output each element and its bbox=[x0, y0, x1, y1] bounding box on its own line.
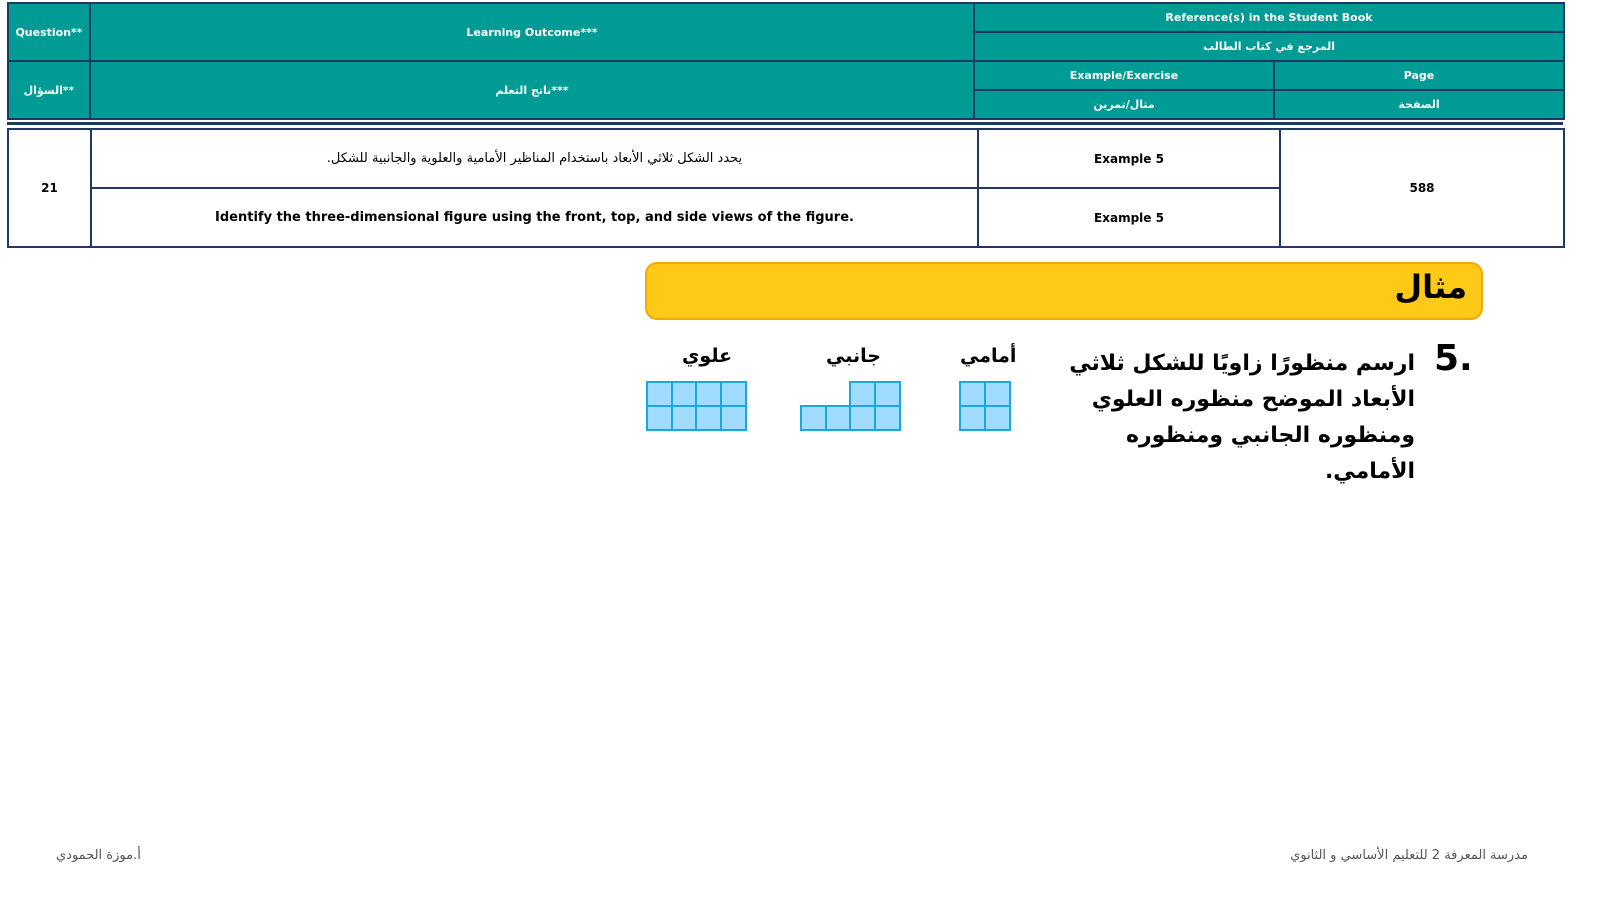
front-view-label: أمامي bbox=[960, 345, 1017, 367]
header-page-en: Page bbox=[1274, 61, 1564, 90]
outcome-arabic: يحدد الشكل ثلاثي الأبعاد باستخدام المناظير الأمامية والعلوية والجانبية للشكل. bbox=[91, 129, 978, 188]
reference-header-table bbox=[7, 2, 1563, 119]
example-prompt: ارسم منظورًا زاويًا للشكل ثلاثي الأبعاد الموضح منظوره العلوي ومنظوره الجانبي ومنظوره الأمامي. bbox=[1069, 351, 1415, 484]
header-outcome-en: Learning Outcome*** bbox=[90, 3, 974, 61]
grid-cell bbox=[646, 405, 673, 431]
grid-cell bbox=[800, 405, 827, 431]
side-view-label: جانبي bbox=[826, 345, 881, 367]
grid-cell bbox=[720, 405, 747, 431]
grid-cell bbox=[849, 405, 876, 431]
header-question-en: Question** bbox=[8, 3, 90, 61]
side-view-grid bbox=[800, 381, 902, 433]
footer-school: مدرسة المعرفة 2 للتعليم الأساسي و الثانوي bbox=[1290, 848, 1528, 863]
header-outcome-ar: ناتج التعلم*** bbox=[90, 61, 974, 119]
outcome-english: Identify the three-dimensional figure using the front, top, and side views of the figure. bbox=[91, 188, 978, 247]
header-page-ar: الصفحة bbox=[1274, 90, 1564, 119]
example-ref-en-row: Example 5 bbox=[978, 188, 1280, 247]
grid-cell bbox=[959, 381, 986, 407]
header-reference-ar: المرجع في كتاب الطالب bbox=[974, 32, 1564, 61]
header-example-ar: مثال/تمرين bbox=[974, 90, 1274, 119]
grid-cell bbox=[874, 381, 901, 407]
grid-cell bbox=[825, 405, 852, 431]
grid-cell bbox=[984, 381, 1011, 407]
table-separator bbox=[7, 122, 1563, 125]
grid-cell bbox=[959, 405, 986, 431]
outcome-table bbox=[7, 128, 1563, 246]
grid-cell bbox=[984, 405, 1011, 431]
example-ref-ar-row: Example 5 bbox=[978, 129, 1280, 188]
grid-cell bbox=[849, 381, 876, 407]
example-banner-title: مثال bbox=[1394, 268, 1467, 306]
grid-cell bbox=[671, 405, 698, 431]
top-view-label: علوي bbox=[682, 345, 733, 367]
example-banner bbox=[645, 262, 1483, 320]
front-view-grid bbox=[959, 381, 1013, 433]
grid-cell bbox=[646, 381, 673, 407]
top-view-grid bbox=[646, 381, 748, 433]
page-number: 588 bbox=[1280, 129, 1564, 247]
grid-cell bbox=[720, 381, 747, 407]
header-question-ar: السؤال** bbox=[8, 61, 90, 119]
question-number: 21 bbox=[8, 129, 91, 247]
grid-cell bbox=[874, 405, 901, 431]
example-number: 5. bbox=[1434, 338, 1473, 379]
grid-cell bbox=[695, 405, 722, 431]
header-reference-en: Reference(s) in the Student Book bbox=[974, 3, 1564, 32]
footer-teacher: أ.موزة الحمودي bbox=[56, 848, 141, 863]
header-example-en: Example/Exercise bbox=[974, 61, 1274, 90]
grid-cell bbox=[695, 381, 722, 407]
grid-cell bbox=[671, 381, 698, 407]
